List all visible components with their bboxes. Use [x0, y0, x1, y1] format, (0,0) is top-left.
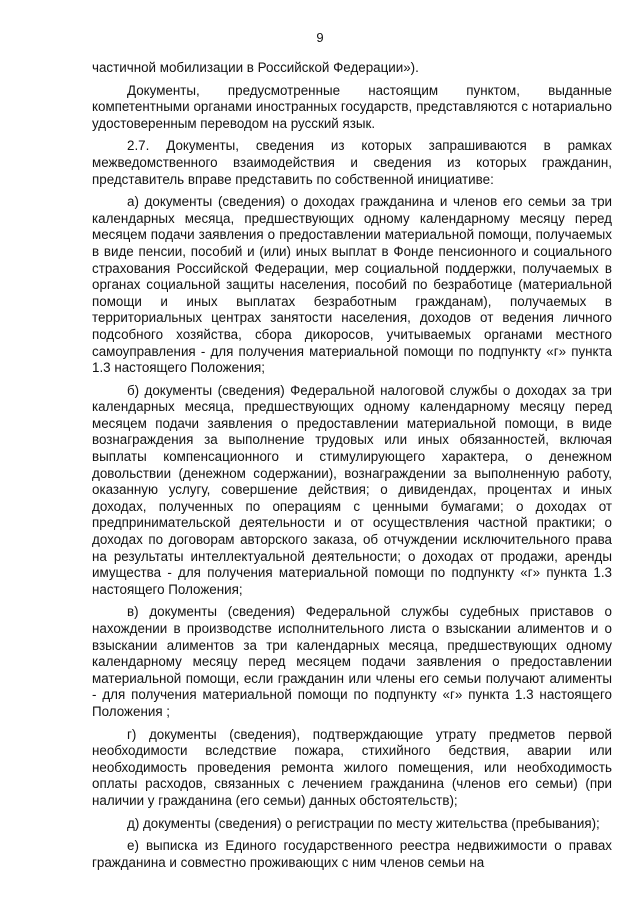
document-body	[92, 60, 612, 877]
paragraph-item-a: а) документы (сведения) о доходах гражданина и членов его семьи за три календарных месяца, предшествующих одному календарному месяцу перед месяцем подачи заявления о предоставлении материальной помощи, получаемых в виде пенсии, пособий и (или) иных выплат в Фонде пенсионного и социального страхования Российской Федерации, мер социальной поддержки, получаемых в органах социальной защиты населения, пособий по безработице (материальной помощи и иных выплатах безработным гражданам), получаемых в территориальных центрах занятости населения, доходов от ведения личного подсобного хозяйства, сбора дикоросов, учитываемых органами местного самоуправления - для получения материальной помощи по подпункту «г» пункта 1.3 настоящего Положения;	[92, 194, 612, 376]
paragraph-mobilization-end: частичной мобилизации в Российской Федерации»).	[92, 60, 419, 75]
paragraph-item-v: в) документы (сведения) Федеральной службы судебных приставов о нахождении в производстве исполнительного листа о взыскании алиментов и о взыскании алиментов за три календарных месяца, предшествующих одному календарному месяцу перед месяцем подачи заявления о предоставлении материальной помощи, если гражданин или члены его семьи получают алименты - для получения материальной помощи по подпункту «г» пункта 1.3 настоящего Положения ;	[92, 604, 612, 719]
paragraph-item-b: б) документы (сведения) Федеральной налоговой службы о доходах за три календарных месяца, предшествующих одному календарному месяцу перед месяцем подачи заявления о предоставлении материальной помощи, в виде вознаграждения за выполнение трудовых или иных обязанностей, включая выплаты компенсационного и стимулирующего характера, о денежном довольствии (денежном содержании), вознаграждении за выполненную работу, оказанную услугу, совершение действия; о дивидендах, процентах и иных доходах, полученных по операциям с ценными бумагами; о доходах от предпринимательской деятельности и от осуществления частной практики; о доходах по договорам авторского заказа, об отчуждении исключительного права на результаты интеллектуальной деятельности; о доходах от продажи, аренды имущества - для получения материальной помощи по подпункту «г» пункта 1.3 настоящего Положения;	[92, 382, 612, 597]
paragraph-item-d: д) документы (сведения) о регистрации по месту жительства (пребывания);	[127, 815, 600, 831]
page-number: 9	[316, 30, 324, 45]
paragraph-foreign-documents: Документы, предусмотренные настоящим пунктом, выданные компетентными органами иностранных государств, представляются с нотариально удостоверенным переводом на русский язык.	[92, 82, 612, 131]
paragraph-item-e: е) выписка из Единого государственного реестра недвижимости о правах гражданина и совместно проживающих с ним членов семьи на	[92, 838, 612, 870]
paragraph-2-7: 2.7. Документы, сведения из которых запрашиваются в рамках межведомственного взаимодействия и сведения из которых гражданин, представитель вправе представить по собственной инициативе:	[92, 138, 612, 187]
paragraph-item-g: г) документы (сведения), подтверждающие утрату предметов первой необходимости вследствие пожара, стихийного бедствия, аварии или необходимость проведения ремонта жилого помещения, или необходимость оплаты расходов, связанных с лечением гражданина (членов его семьи) (при наличии у гражданина (его семьи) данных обстоятельств);	[92, 726, 612, 808]
